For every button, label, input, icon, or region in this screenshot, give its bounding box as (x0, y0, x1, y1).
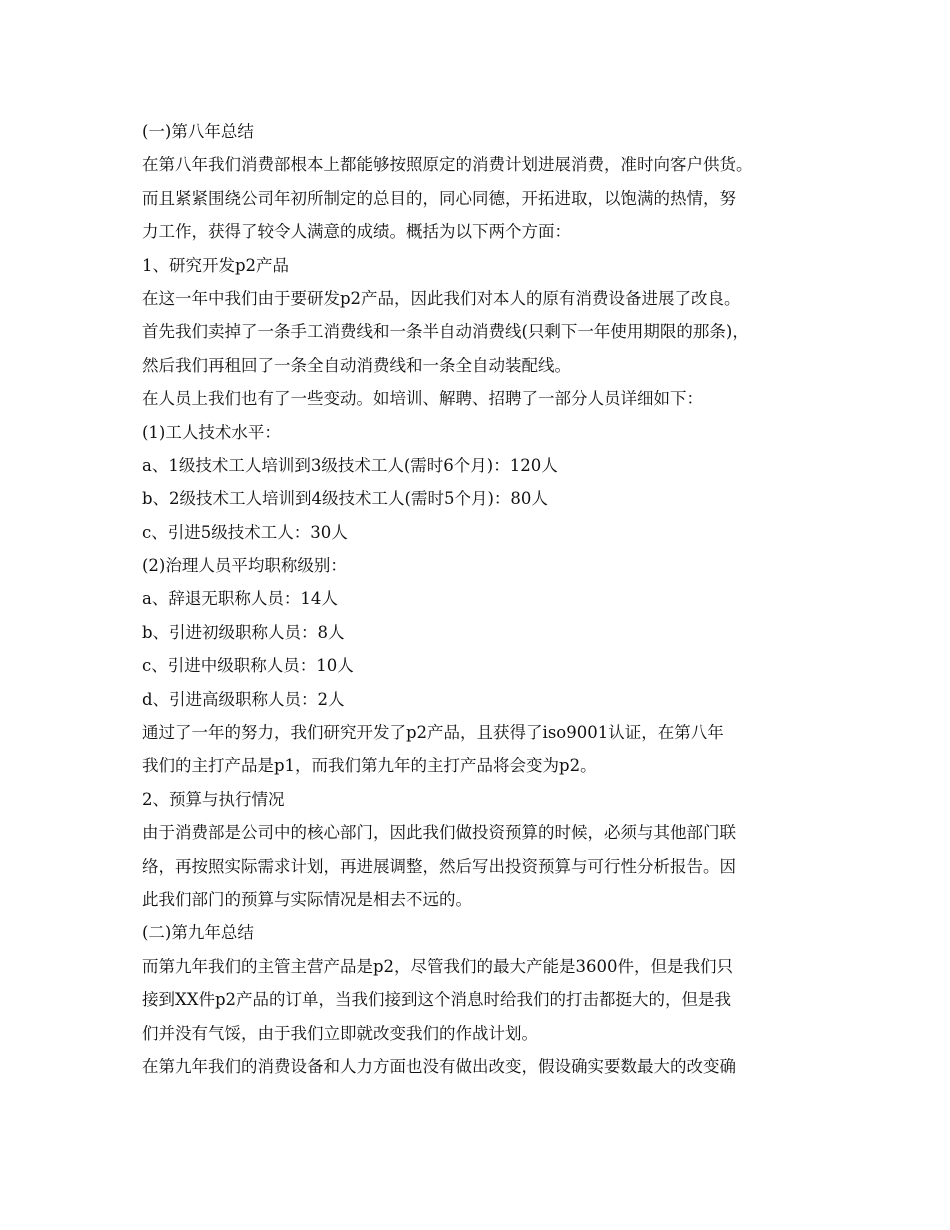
paragraph-line: 而且紧紧围绕公司年初所制定的总目的，同心同德，开拓进取，以饱满的热情，努 (142, 188, 736, 208)
document-body (142, 115, 822, 1083)
list-heading-worker-skill: (1)工人技术水平： (142, 422, 281, 442)
list-heading-management-title: (2)治理人员平均职称级别： (142, 556, 347, 576)
list-item: b、2级技术工人培训到4级技术工人(需时5个月)：80人 (142, 489, 548, 509)
paragraph-line: 而第九年我们的主管主营产品是p2，尽管我们的最大产能是3600件，但是我们只 (142, 956, 734, 976)
paragraph-line: 由于消费部是公司中的核心部门，因此我们做投资预算的时候，必须与其他部门联 (142, 823, 736, 843)
list-item: d、引进高级职称人员：2人 (142, 689, 345, 709)
list-item: c、引进5级技术工人：30人 (142, 522, 348, 542)
list-item: a、1级技术工人培训到3级技术工人(需时6个月)：120人 (142, 455, 558, 475)
section-heading-year-9: (二)第九年总结 (142, 923, 254, 943)
paragraph-line: 通过了一年的努力，我们研究开发了p2产品，且获得了iso9001认证，在第八年 (142, 723, 724, 743)
paragraph-line: 在这一年中我们由于要研发p2产品，因此我们对本人的原有消费设备进展了改良。 (142, 288, 741, 308)
paragraph-line: 在第九年我们的消费设备和人力方面也没有做出改变，假设确实要数最大的改变确 (142, 1056, 736, 1076)
list-item: c、引进中级职称人员：10人 (142, 656, 354, 676)
paragraph-line: 们并没有气馁，由于我们立即就改变我们的作战计划。 (142, 1023, 538, 1043)
paragraph-line: 首先我们卖掉了一条手工消费线和一条半自动消费线(只剩下一年使用期限的那条)， (142, 322, 749, 342)
subheading-budget: 2、预算与执行情况 (142, 789, 285, 809)
section-heading-year-8: (一)第八年总结 (142, 122, 254, 141)
paragraph-line: 在人员上我们也有了一些变动。如培训、解聘、招聘了一部分人员详细如下： (142, 389, 703, 409)
paragraph-line: 接到XX件p2产品的订单，当我们接到这个消息时给我们的打击都挺大的，但是我 (142, 990, 732, 1010)
paragraph-line: 络，再按照实际需求计划，再进展调整，然后写出投资预算与可行性分析报告。因 (142, 856, 736, 876)
paragraph-line: 此我们部门的预算与实际情况是相去不远的。 (142, 889, 472, 909)
paragraph-line: 然后我们再租回了一条全自动消费线和一条全自动装配线。 (142, 355, 571, 375)
subheading-rd-p2: 1、研究开发p2产品 (142, 255, 290, 275)
paragraph-line: 在第八年我们消费部根本上都能够按照原定的消费计划进展消费，准时向客户供货。 (142, 155, 753, 175)
list-item: a、辞退无职称人员：14人 (142, 589, 338, 609)
paragraph-line: 我们的主打产品是p1，而我们第九年的主打产品将会变为p2。 (142, 756, 597, 776)
paragraph-line: 力工作，获得了较令人满意的成绩。概括为以下两个方面： (142, 222, 571, 242)
list-item: b、引进初级职称人员：8人 (142, 622, 345, 642)
